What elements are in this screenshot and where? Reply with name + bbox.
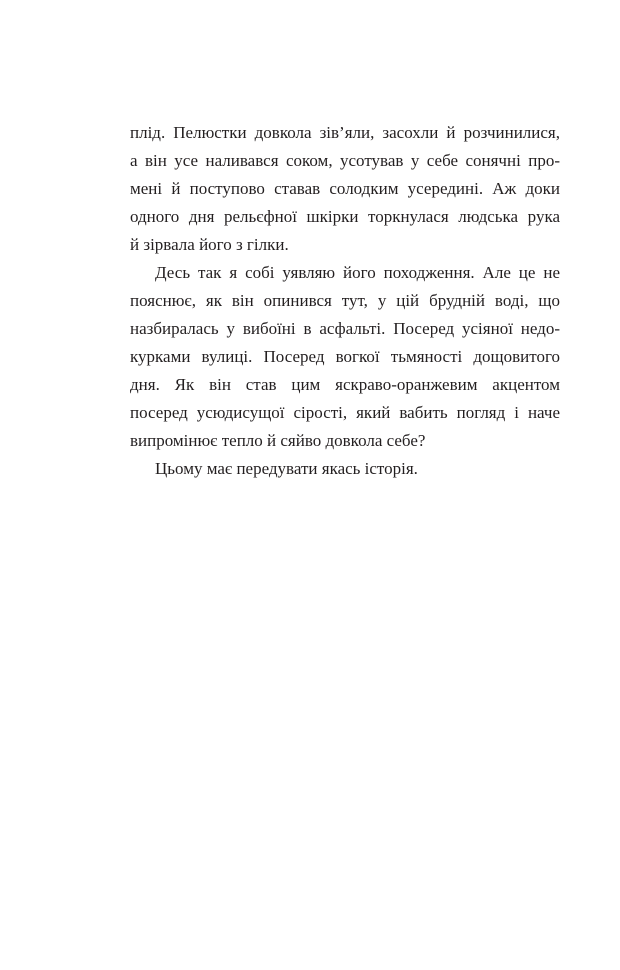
text-line: Десь так я собі уявляю його походження. Але це не [155,263,560,282]
text-line: випромінює тепло й сяйво довкола себе? [130,431,426,450]
text-line: Цьому має передувати якась історія. [155,459,418,478]
text-line: курками вулиці. Посеред вогкої тьмяності дощовитого [130,347,560,366]
text-line: плід. Пелюстки довкола зів’яли, засохли й розчинилися, [130,123,560,142]
body-text [130,119,560,483]
text-line: а він усе наливався соком, усотував у себе сонячні про- [130,151,560,170]
paragraph [130,455,560,483]
text-line: посеред усюдисущої сірості, який вабить погляд і наче [130,403,560,422]
text-line: дня. Як він став цим яскраво-оранжевим акцентом [130,375,560,394]
paragraph [130,259,560,455]
paragraph [130,119,560,259]
text-line: мені й поступово ставав солодким усередині. Аж доки [130,179,560,198]
text-line: й зірвала його з гілки. [130,235,289,254]
text-line: одного дня рельєфної шкірки торкнулася людська рука [130,207,560,226]
text-line: назбиралась у вибоїні в асфальті. Посеред усіяної недо- [130,319,560,338]
text-line: пояснює, як він опинився тут, у цій брудній воді, що [130,291,560,310]
